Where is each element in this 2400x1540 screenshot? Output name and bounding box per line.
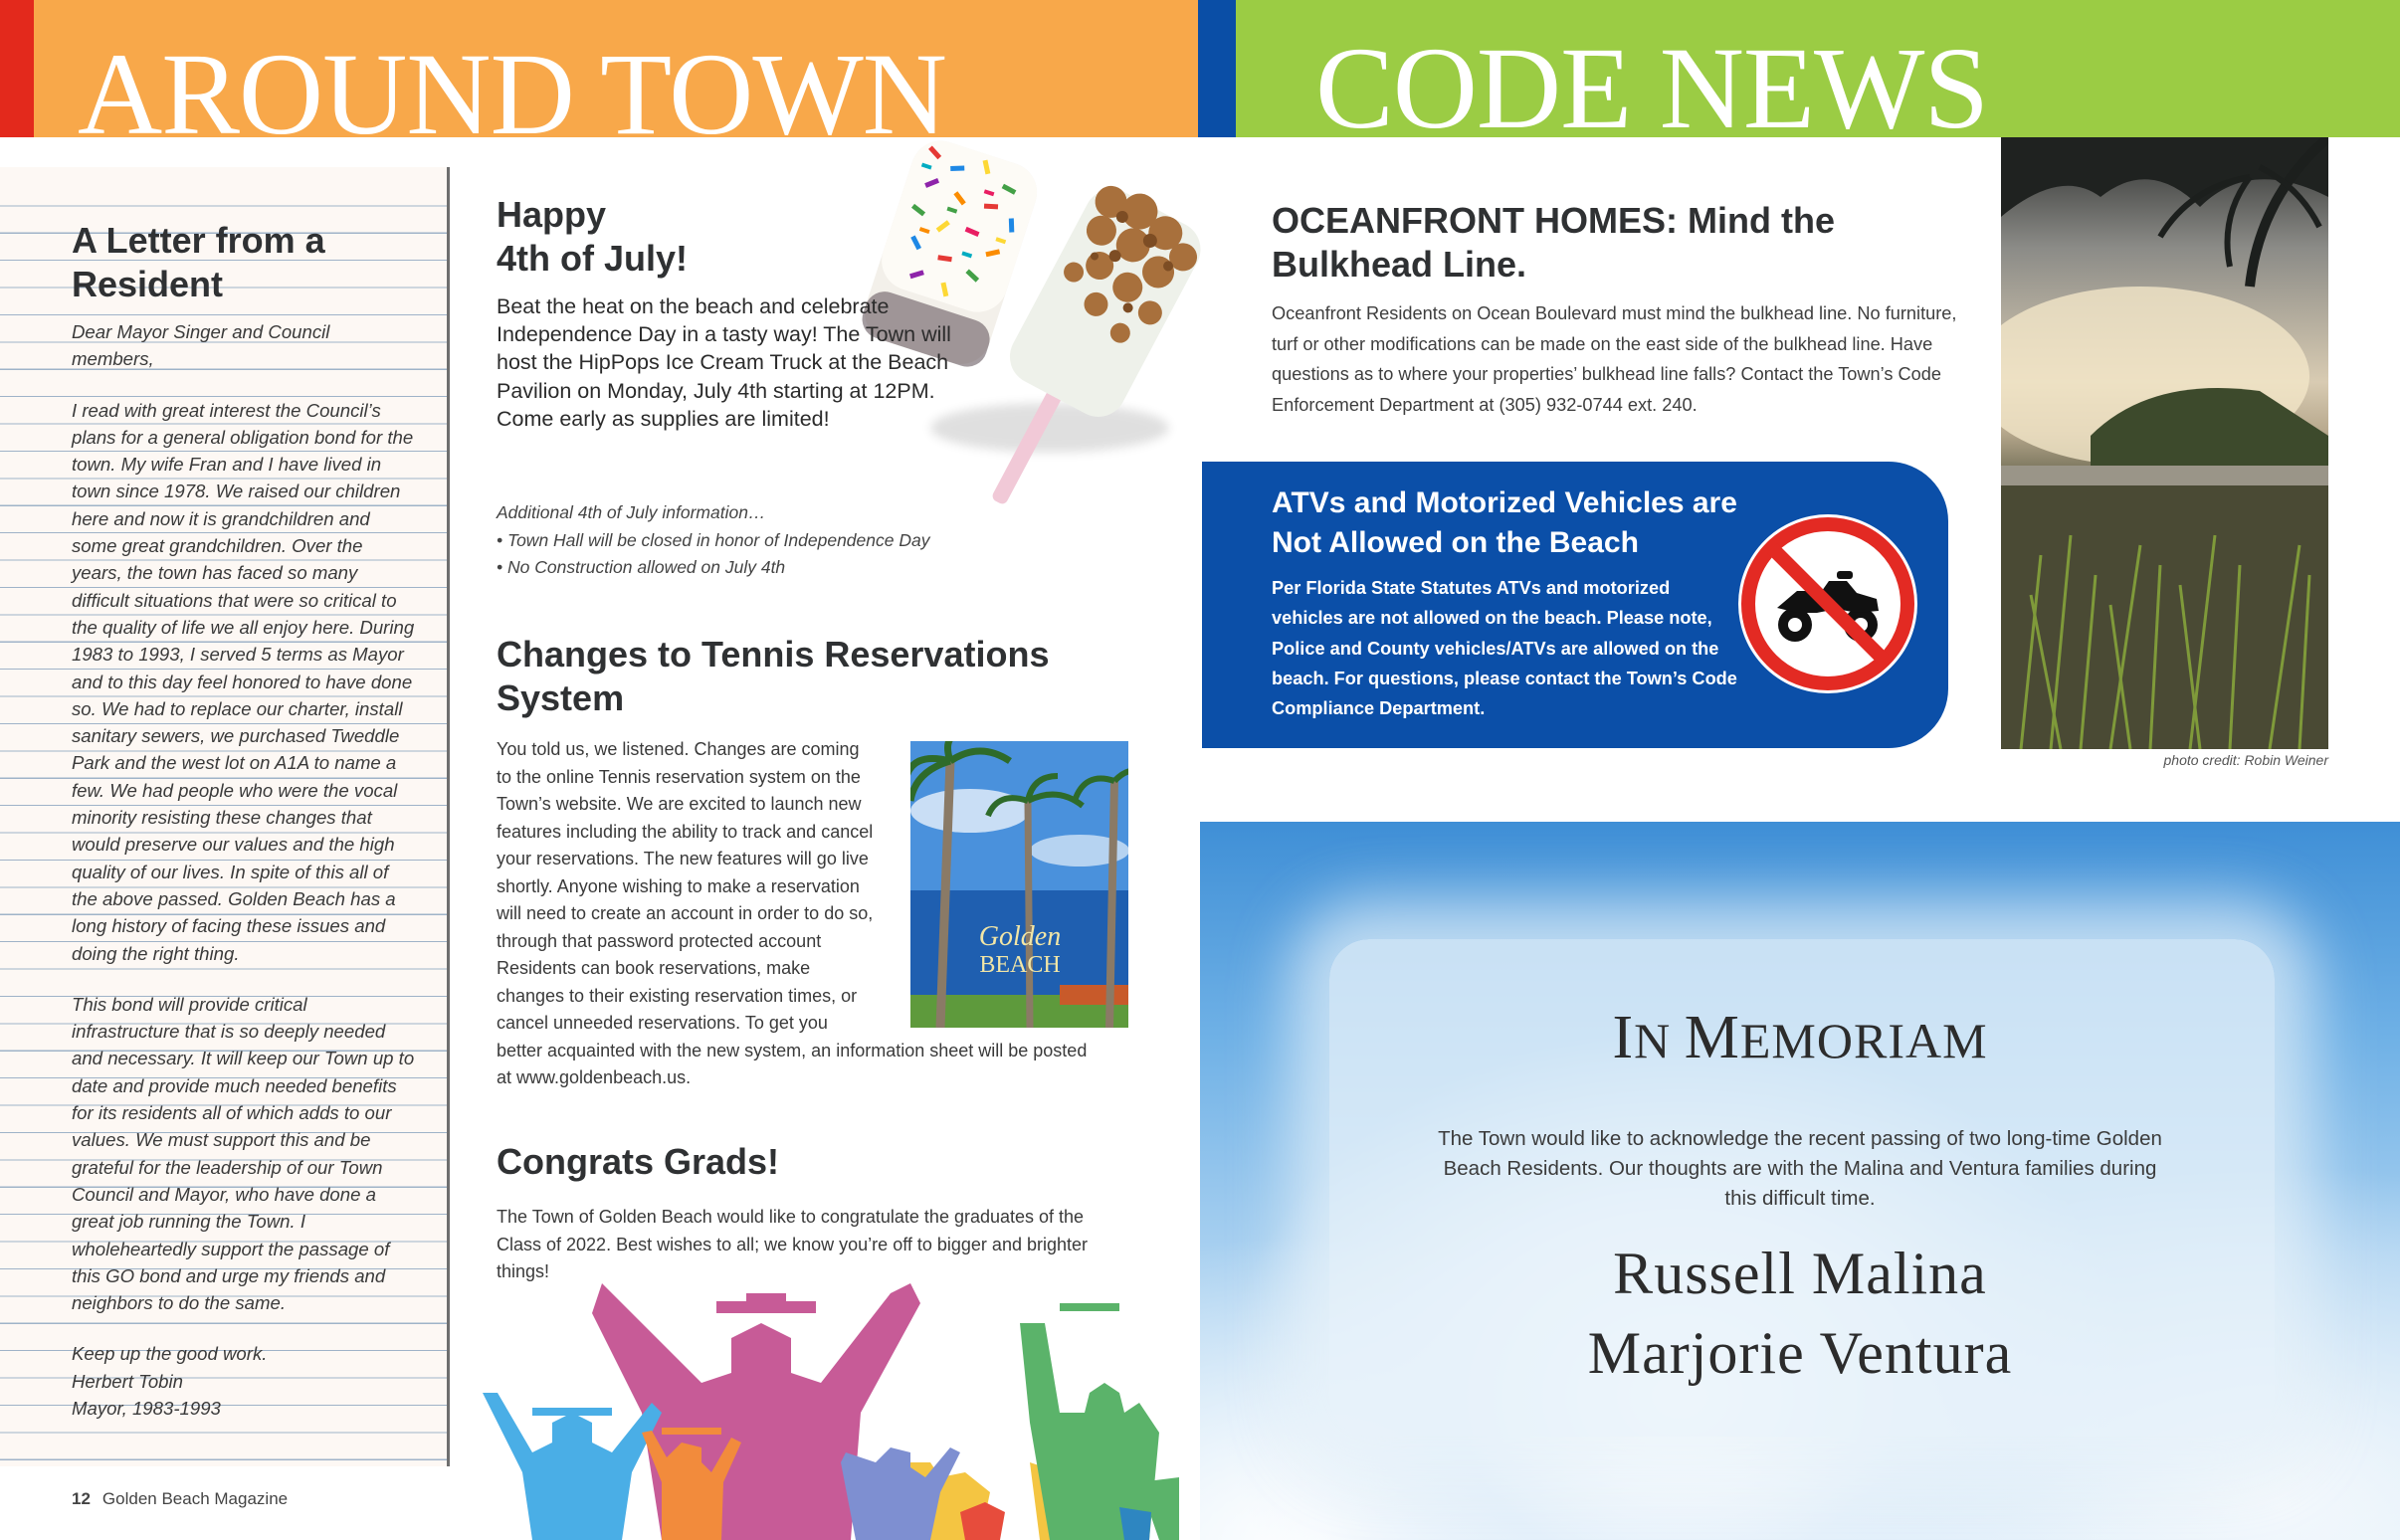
grads-headline: Congrats Grads! xyxy=(497,1141,780,1182)
memoriam-body: The Town would like to acknowledge the recent passing of two long-time Golden Beach Residents. Our thoughts are with the Malina and Ventura families during this difficult time. xyxy=(1438,1127,2162,1210)
code-news-title: CODE NEWS xyxy=(1315,23,1989,137)
photo-credit: photo credit: Robin Weiner xyxy=(2163,752,2328,768)
july-headline-line-1: Happy xyxy=(497,194,607,235)
atv-body: Per Florida State Statutes ATVs and motorized vehicles are not allowed on the beach. Please note, Police and County vehicles/ATVs are allowed on the beach. For questions, please contact the Town’s Code Compliance Department. xyxy=(1272,578,1737,719)
atv-notice-box xyxy=(1202,462,1948,748)
memoriam-name-2: Marjorie Ventura xyxy=(1587,1320,2013,1386)
grads-body: The Town of Golden Beach would like to congratulate the graduates of the Class of 2022. Best wishes to all; we know you’re off to bigger and brighter things! xyxy=(497,1207,1088,1281)
oceanfront-headline: OCEANFRONT HOMES: Mind the Bulkhead Line. xyxy=(1272,200,1835,285)
page-number: 12 xyxy=(72,1489,91,1508)
tennis-court-scene xyxy=(910,741,1128,1028)
july-extra-title: Additional 4th of July information… xyxy=(497,502,766,522)
tennis-headline: Changes to Tennis Reservations System xyxy=(497,634,1050,718)
code-news-banner xyxy=(1198,0,2400,137)
letter-panel xyxy=(0,167,450,1466)
page-footer xyxy=(72,1489,288,1509)
july-body: Beat the heat on the beach and celebrate Independence Day in a tasty way! The Town will host the HipPops Ice Cream Truck at the Beach Pavilion on Monday, July 4th starting at 12PM. Come early as supplies are limited! xyxy=(497,294,951,431)
publication-name: Golden Beach Magazine xyxy=(101,1489,289,1508)
letter-body xyxy=(72,318,416,1422)
july-headline-line-2: 4th of July! xyxy=(497,238,689,279)
sign-text-beach: BEACH xyxy=(979,952,1061,978)
sign-text-golden: Golden xyxy=(978,921,1062,952)
letter-signer-title: Mayor, 1983-1993 xyxy=(72,1397,221,1419)
graduates-silhouettes-illustration xyxy=(463,1263,1179,1540)
memoriam-panel xyxy=(1200,822,2400,1540)
tennis-court-photo xyxy=(910,741,1128,1028)
memoriam-name-1: Russell Malina xyxy=(1613,1241,1987,1306)
beach-scene xyxy=(2001,137,2328,749)
memoriam-title xyxy=(1200,1003,2400,1073)
memoriam-title-initial-1: I xyxy=(1612,1004,1635,1071)
letter-closing: Keep up the good work. xyxy=(72,1343,268,1365)
letter-paragraph-1: I read with great interest the Council’s plans for a general obligation bond for the town. My wife Fran and I have lived in town since 1978. We raised our children here and now it is grandchildren and some great grandchildren. Over the years, the town has faced so many difficult situations that were so critical to the quality of life we all enjoy here. During 1983 to 1993, I served 5 terms as Mayor and to this day feel honored to have done so. We had to replace our charter, install sanitary sewers, we purchased Tweddle Park and the west lot on A1A to name a few. We had people who were the vocal minority resisting these changes that would preserve our values and the high quality of our lives. In spite of this all of the above passed. Golden Beach has a long history of facing these issues and doing the right thing. xyxy=(72,399,415,964)
beach-palm-photo xyxy=(2001,137,2328,749)
letter-salutation: Dear Mayor Singer and Council members, xyxy=(72,321,330,370)
july-extra-info xyxy=(497,499,1054,582)
memoriam-title-initial-2: M xyxy=(1684,1004,1740,1071)
july-extra-item-1: • Town Hall will be closed in honor of Independence Day xyxy=(497,529,930,550)
letter-title: A Letter from a Resident xyxy=(72,220,325,304)
letter-signer: Herbert Tobin xyxy=(72,1370,183,1392)
memoriam-title-rest-2: EMORIAM xyxy=(1739,1013,1988,1068)
banner-edge-red xyxy=(0,0,34,137)
tennis-body: You told us, we listened. Changes are coming to the online Tennis reservation system on the Town’s website. We are excited to launch new features including the ability to track and cancel your reservations. The new features will go live shortly. Anyone wishing to make a reservation will need to create an account in order to do so, through that password protected account Residents can book reservations, make changes to their existing reservation times, or cancel unneeded reservations. To get you better acquainted with the new system, an information sheet will be posted at www.goldenbeach.us. xyxy=(497,739,1088,1087)
july-headline xyxy=(497,193,815,281)
oceanfront-body: Oceanfront Residents on Ocean Boulevard must mind the bulkhead line. No furniture, turf or other modifications can be made on the east side of the bulkhead line. Have questions as to where your properties’ bulkhead line falls? Contact the Town’s Code Enforcement Department at (305) 932-0744 ext. 240. xyxy=(1272,303,1957,415)
around-town-title: AROUND TOWN xyxy=(78,29,946,137)
no-atv-icon xyxy=(1737,513,1918,694)
letter-paragraph-2: This bond will provide critical infrastructure that is so deeply needed and necessary. It will keep our Town up to date and provide much needed benefits for its residents all of which adds to our values. We must support this and be grateful for the leadership of our Town Council and Mayor, who have done a great job running the Town. I wholeheartedly support the passage of this GO bond and urge my friends and neighbors to do the same. xyxy=(72,993,415,1314)
memoriam-title-rest-1: N xyxy=(1634,1013,1685,1068)
july-extra-item-2: • No Construction allowed on July 4th xyxy=(497,557,786,577)
atv-headline: ATVs and Motorized Vehicles are Not Allowed on the Beach xyxy=(1272,486,1737,559)
